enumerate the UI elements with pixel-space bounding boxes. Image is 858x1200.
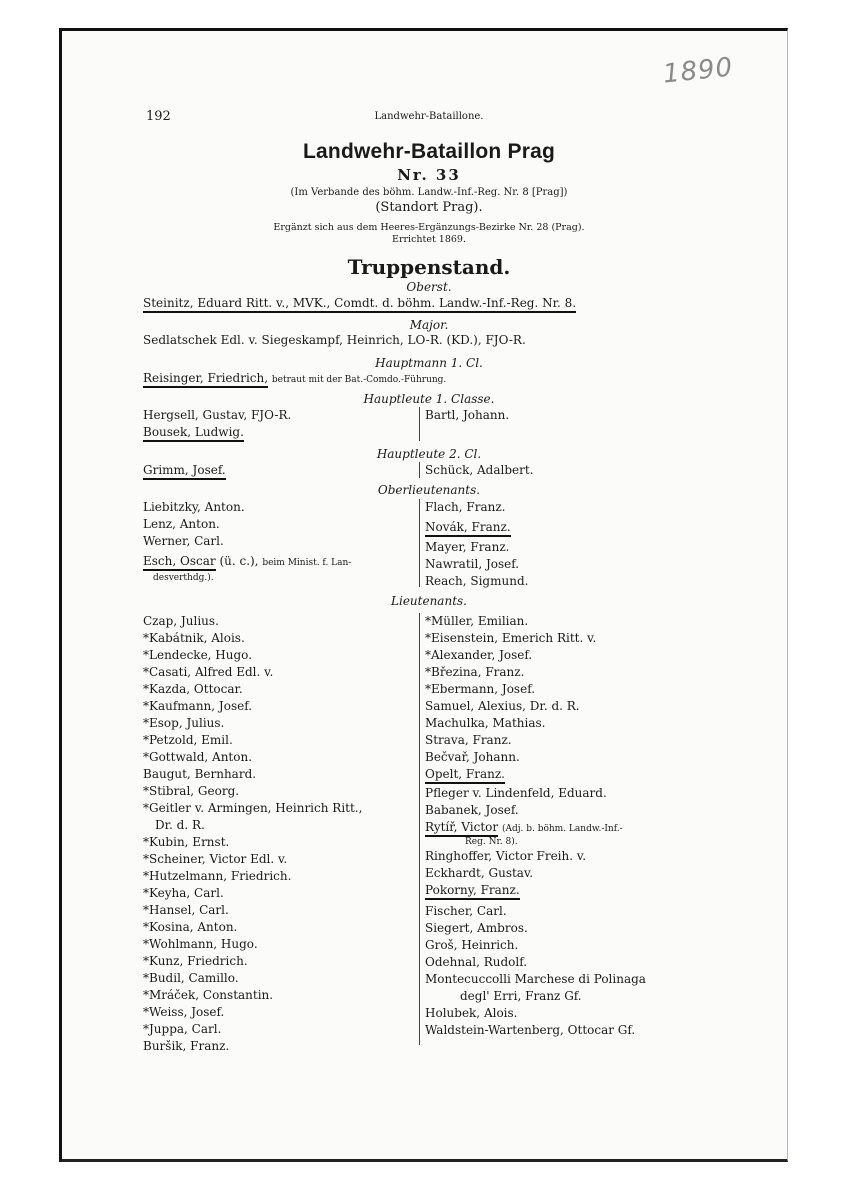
list-item: *Kaufmann, Josef. [143, 699, 253, 713]
list-item: Babanek, Josef. [425, 803, 519, 817]
list-item: *Keyha, Carl. [143, 886, 224, 900]
list-item: *Březina, Franz. [425, 665, 525, 679]
list-item: Reach, Sigmund. [425, 574, 529, 588]
list-item: Machulka, Mathias. [425, 716, 546, 730]
list-item: *Kosina, Anton. [143, 920, 238, 934]
running-head: Landwehr-Bataillone. [374, 111, 484, 122]
list-item: Waldstein-Wartenberg, Ottocar Gf. [425, 1023, 636, 1037]
list-item: Flach, Franz. [425, 500, 506, 514]
rank-lieutenants: Lieutenants. [391, 594, 467, 608]
list-item: Bečvař, Johann. [425, 750, 520, 764]
list-item: Grimm, Josef. [143, 462, 226, 479]
list-item: *Ebermann, Josef. [425, 682, 536, 696]
page-number: 192 [146, 109, 171, 124]
list-item: *Lendecke, Hugo. [143, 648, 253, 662]
list-item: desverthdg.). [153, 573, 214, 583]
list-item: Pokorny, Franz. [425, 882, 646, 899]
hauptleute-1-right [425, 407, 509, 424]
list-item: Novák, Franz. [425, 519, 528, 536]
standort-line: (Standort Prag). [375, 200, 483, 215]
list-item: *Gottwald, Anton. [143, 750, 253, 764]
list-item: Dr. d. R. [155, 818, 205, 832]
list-item: Ringhoffer, Victor Freih. v. [425, 849, 587, 863]
list-item: Reg. Nr. 8). [465, 837, 518, 847]
rank-oberst: Oberst. [406, 280, 452, 294]
oberlieutenants-left [143, 499, 351, 587]
list-item: Montecuccolli Marchese di Polinaga [425, 972, 646, 986]
list-item: Fischer, Carl. [425, 904, 507, 918]
rank-oberlieutenants: Oberlieutenants. [377, 483, 481, 497]
column-divider [419, 613, 420, 1045]
list-item: Werner, Carl. [143, 534, 224, 548]
list-item: Liebitzky, Anton. [143, 500, 245, 514]
list-item: Eckhardt, Gustav. [425, 866, 534, 880]
list-item: *Budil, Camillo. [143, 971, 239, 985]
entry-hauptmann-1: Reisinger, Friedrich, betraut mit der Bat.-Comdo.-Führung. [143, 371, 446, 385]
document-title: Landwehr-Bataillon Prag [303, 140, 555, 163]
list-item: *Kabátnik, Alois. [143, 631, 245, 645]
list-item: *Hansel, Carl. [143, 903, 229, 917]
list-item: *Geitler v. Armingen, Heinrich Ritt., [143, 801, 363, 815]
lieutenants-left [143, 613, 362, 1055]
list-item: *Kazda, Ottocar. [143, 682, 243, 696]
rank-hauptleute-2: Hauptleute 2. Cl. [376, 447, 482, 461]
list-item: Holubek, Alois. [425, 1006, 518, 1020]
hauptleute-2-right [425, 462, 534, 479]
list-item: Opelt, Franz. [425, 766, 646, 783]
list-item: Esch, Oscar (ü. c.), beim Minist. f. Lan- [143, 553, 351, 570]
errichtet-line: Errichtet 1869. [392, 234, 466, 245]
list-item: Odehnal, Rudolf. [425, 955, 528, 969]
list-item: *Müller, Emilian. [425, 614, 529, 628]
list-item: degl' Erri, Franz Gf. [460, 989, 582, 1003]
entry-oberst: Steinitz, Eduard Ritt. v., MVK., Comdt. d. böhm. Landw.-Inf.-Reg. Nr. 8. [143, 296, 576, 310]
list-item: Schück, Adalbert. [425, 463, 534, 477]
list-item: Strava, Franz. [425, 733, 512, 747]
list-item: Rytíř, Victor (Adj. b. böhm. Landw.-Inf.- [425, 819, 646, 836]
column-divider [419, 462, 420, 478]
list-item: Nawratil, Josef. [425, 557, 520, 571]
list-item: Buršik, Franz. [143, 1039, 230, 1053]
list-item: *Kubin, Ernst. [143, 835, 230, 849]
list-item: *Alexander, Josef. [425, 648, 533, 662]
list-item: *Eisenstein, Emerich Ritt. v. [425, 631, 597, 645]
list-item: Lenz, Anton. [143, 517, 220, 531]
rank-hauptmann-1: Hauptmann 1. Cl. [375, 356, 483, 370]
list-item: Czap, Julius. [143, 614, 219, 628]
hauptleute-2-left [143, 462, 226, 479]
list-item: Hergsell, Gustav, FJO-R. [143, 408, 292, 422]
list-item: *Petzold, Emil. [143, 733, 233, 747]
handwritten-year-note: 1890 [661, 52, 735, 90]
list-item: *Hutzelmann, Friedrich. [143, 869, 292, 883]
ergaenzung-line: Ergänzt sich aus dem Heeres-Ergänzungs-Bezirke Nr. 28 (Prag). [273, 222, 585, 233]
list-item: Mayer, Franz. [425, 540, 510, 554]
list-item: *Scheiner, Victor Edl. v. [143, 852, 288, 866]
list-item: Pfleger v. Lindenfeld, Eduard. [425, 786, 607, 800]
list-item: Groš, Heinrich. [425, 938, 519, 952]
list-item: *Wohlmann, Hugo. [143, 937, 258, 951]
lieutenants-right [425, 613, 646, 1039]
hauptleute-1-left [143, 407, 291, 441]
list-item: Bousek, Ludwig. [143, 424, 291, 441]
list-item: Siegert, Ambros. [425, 921, 528, 935]
list-item: *Mráček, Constantin. [143, 988, 274, 1002]
list-item: *Weiss, Josef. [143, 1005, 225, 1019]
list-item: *Casati, Alfred Edl. v. [143, 665, 274, 679]
list-item: *Stibral, Georg. [143, 784, 240, 798]
verband-line: (Im Verbande des böhm. Landw.-Inf.-Reg. Nr. 8 [Prag]) [290, 187, 568, 198]
column-divider [419, 407, 420, 441]
list-item: Samuel, Alexius, Dr. d. R. [425, 699, 580, 713]
list-item: *Kunz, Friedrich. [143, 954, 248, 968]
section-title: Truppenstand. [347, 255, 511, 279]
rank-hauptleute-1: Hauptleute 1. Classe. [363, 392, 495, 406]
column-divider [419, 499, 420, 587]
list-item: Baugut, Bernhard. [143, 767, 257, 781]
oberlieutenants-right [425, 499, 528, 590]
battalion-number: Nr. 33 [397, 166, 461, 184]
list-item: *Juppa, Carl. [143, 1022, 222, 1036]
entry-major: Sedlatschek Edl. v. Siegeskampf, Heinrich, LO-R. (KD.), FJO-R. [143, 333, 526, 347]
list-item: *Esop, Julius. [143, 716, 225, 730]
list-item: Bartl, Johann. [425, 408, 510, 422]
rank-major: Major. [409, 318, 449, 332]
